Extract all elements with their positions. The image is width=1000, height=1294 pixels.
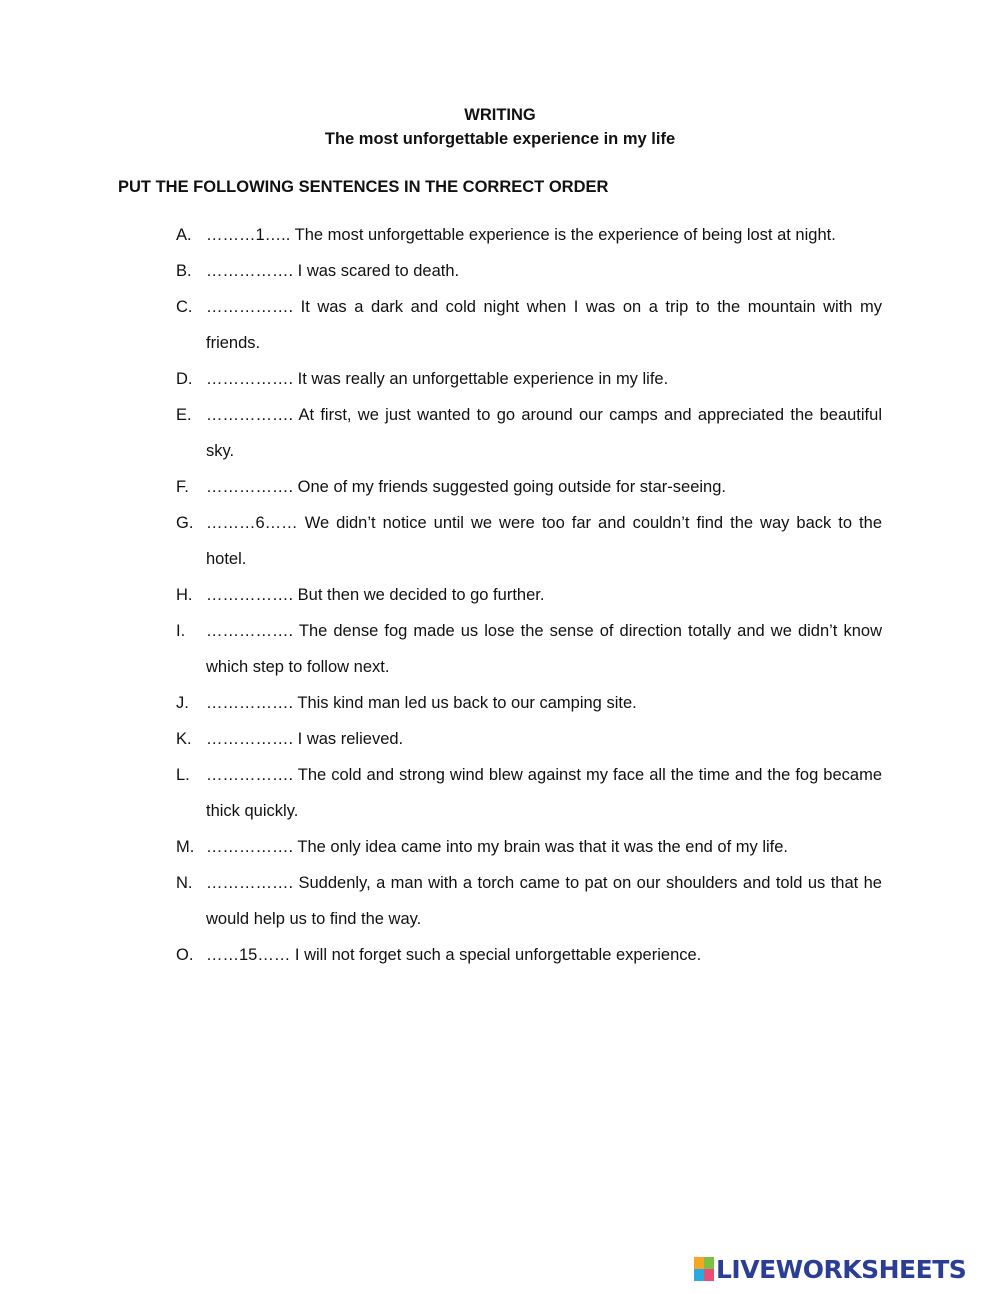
sentence-item — [176, 505, 882, 577]
sentence-letter: H. — [176, 586, 193, 604]
logo-mark-cell — [694, 1269, 704, 1281]
sentence-letter: I. — [176, 622, 186, 640]
sentence-text[interactable]: ……………. But then we decided to go further. — [206, 586, 545, 604]
logo-mark-cell — [704, 1257, 714, 1269]
sentence-letter: N. — [176, 874, 193, 892]
sentence-item — [176, 469, 882, 505]
sentence-letter: K. — [176, 730, 192, 748]
section-heading: WRITING — [464, 106, 536, 124]
sentence-letter: O. — [176, 946, 194, 964]
instruction-text: PUT THE FOLLOWING SENTENCES IN THE CORRECT ORDER — [118, 178, 609, 196]
sentence-text[interactable]: ……………. One of my friends suggested going outside for star-seeing. — [206, 478, 726, 496]
liveworksheets-logo — [694, 1255, 966, 1283]
sentence-letter: D. — [176, 370, 193, 388]
sentence-text[interactable]: ……………. It was a dark and cold night when I was on a trip to the mountain with my friends. — [206, 298, 882, 352]
sentence-text[interactable]: ……………. It was really an unforgettable experience in my life. — [206, 370, 669, 388]
sentence-item — [176, 577, 882, 613]
sentence-letter: A. — [176, 226, 192, 244]
sentence-item — [176, 613, 882, 685]
logo-mark-cell — [694, 1257, 704, 1269]
liveworksheets-mark-icon — [694, 1257, 714, 1281]
sentence-letter: L. — [176, 766, 190, 784]
sentence-text[interactable]: ………1….. The most unforgettable experience is the experience of being lost at night. — [206, 226, 836, 244]
sentence-item — [176, 397, 882, 469]
sentence-item — [176, 757, 882, 829]
sentence-text[interactable]: ……………. The only idea came into my brain was that it was the end of my life. — [206, 838, 789, 856]
sentence-letter: C. — [176, 298, 193, 316]
page-title: The most unforgettable experience in my life — [324, 130, 676, 148]
sentence-item — [176, 685, 882, 721]
sentence-text[interactable]: ……………. I was scared to death. — [206, 262, 460, 280]
sentence-letter: M. — [176, 838, 195, 856]
logo-mark-cell — [704, 1269, 714, 1281]
sentence-item — [176, 217, 882, 253]
logo-text: LIVEWORKSHEETS — [716, 1254, 967, 1284]
sentence-text[interactable]: ……………. At first, we just wanted to go around our camps and appreciated the beautiful sky. — [206, 406, 882, 460]
sentence-item — [176, 253, 882, 289]
sentence-item — [176, 289, 882, 361]
sentence-text[interactable]: ……………. I was relieved. — [206, 730, 404, 748]
sentence-letter: B. — [176, 262, 192, 280]
sentence-item — [176, 361, 882, 397]
sentence-text[interactable]: ……………. This kind man led us back to our camping site. — [206, 694, 637, 712]
sentence-letter: E. — [176, 406, 192, 424]
sentence-letter: F. — [176, 478, 189, 496]
sentence-text[interactable]: ……………. The dense fog made us lose the sense of direction totally and we didn’t know which step to follow next. — [206, 622, 882, 676]
sentence-item — [176, 829, 882, 865]
sentence-item — [176, 937, 882, 973]
sentence-item — [176, 721, 882, 757]
sentence-letter: J. — [176, 694, 189, 712]
sentence-text[interactable]: ……………. The cold and strong wind blew against my face all the time and the fog became thick quickly. — [206, 766, 882, 820]
sentence-letter: G. — [176, 514, 194, 532]
sentence-text[interactable]: ………6…… We didn’t notice until we were too far and couldn’t find the way back to the hotel. — [206, 514, 882, 568]
sentence-text[interactable]: ……………. Suddenly, a man with a torch came to pat on our shoulders and told us that he would help us to find the way. — [206, 874, 882, 928]
sentence-item — [176, 865, 882, 937]
sentence-text[interactable]: ……15…… I will not forget such a special unforgettable experience. — [206, 946, 702, 964]
